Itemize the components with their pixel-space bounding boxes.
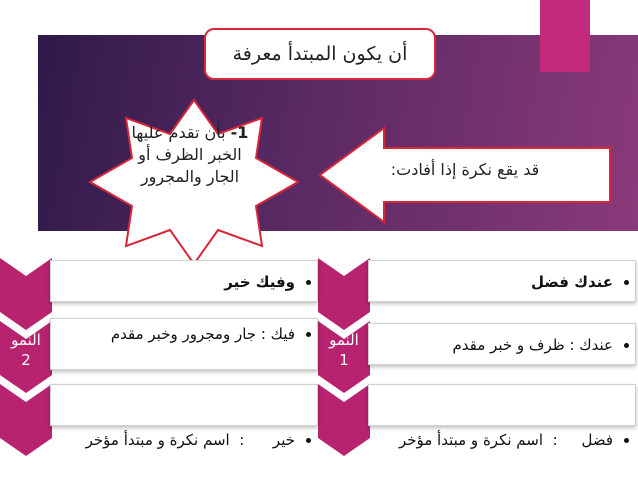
group-1-row-2-text: • عندك : ظرف و خبر مقدم (377, 334, 613, 356)
group-2-row-2-text: • فيك : جار ومجرور وخبر مقدم (59, 323, 295, 345)
group-1-row-3 (368, 384, 636, 449)
arrow-text: قد يقع نكرة إذا أفادت: (390, 160, 540, 179)
group-1-label-num: 1 (339, 351, 349, 369)
group-2-row-3 (50, 384, 318, 449)
star-text (128, 122, 252, 188)
group-2-row-1-text: • وفيك خير (59, 271, 295, 293)
star-body: بأن تقدم عليها الخبر الظرف أو الجار والمجرور (131, 123, 242, 186)
group-2-label (4, 330, 48, 370)
group-2-row-3-text: • خير : اسم نكرة و مبتدأ مؤخر (59, 429, 295, 451)
page-title: أن يكون المبتدأ معرفة (204, 28, 436, 80)
group-1-row-3-text: • فضل : اسم نكرة و مبتدأ مؤخر (377, 429, 613, 451)
chevron-2-1 (0, 258, 52, 330)
group-1-row-2 (368, 323, 636, 365)
group-1-row-1 (368, 260, 636, 302)
chevron-2-3 (0, 384, 52, 456)
group-2-row-1 (50, 260, 318, 302)
group-2-row-2 (50, 318, 318, 370)
group-1-label-top: النمو (329, 331, 359, 349)
chevron-1-3 (318, 384, 370, 456)
group-2-label-num: 2 (21, 351, 31, 369)
group-2-label-top: النمو (11, 331, 41, 349)
group-1-row-1-text: • عندك فضل (377, 271, 613, 293)
star-number: 1- (230, 123, 249, 142)
chevron-1-1 (318, 258, 370, 330)
group-1-label (322, 330, 366, 370)
accent-strip (540, 0, 590, 72)
